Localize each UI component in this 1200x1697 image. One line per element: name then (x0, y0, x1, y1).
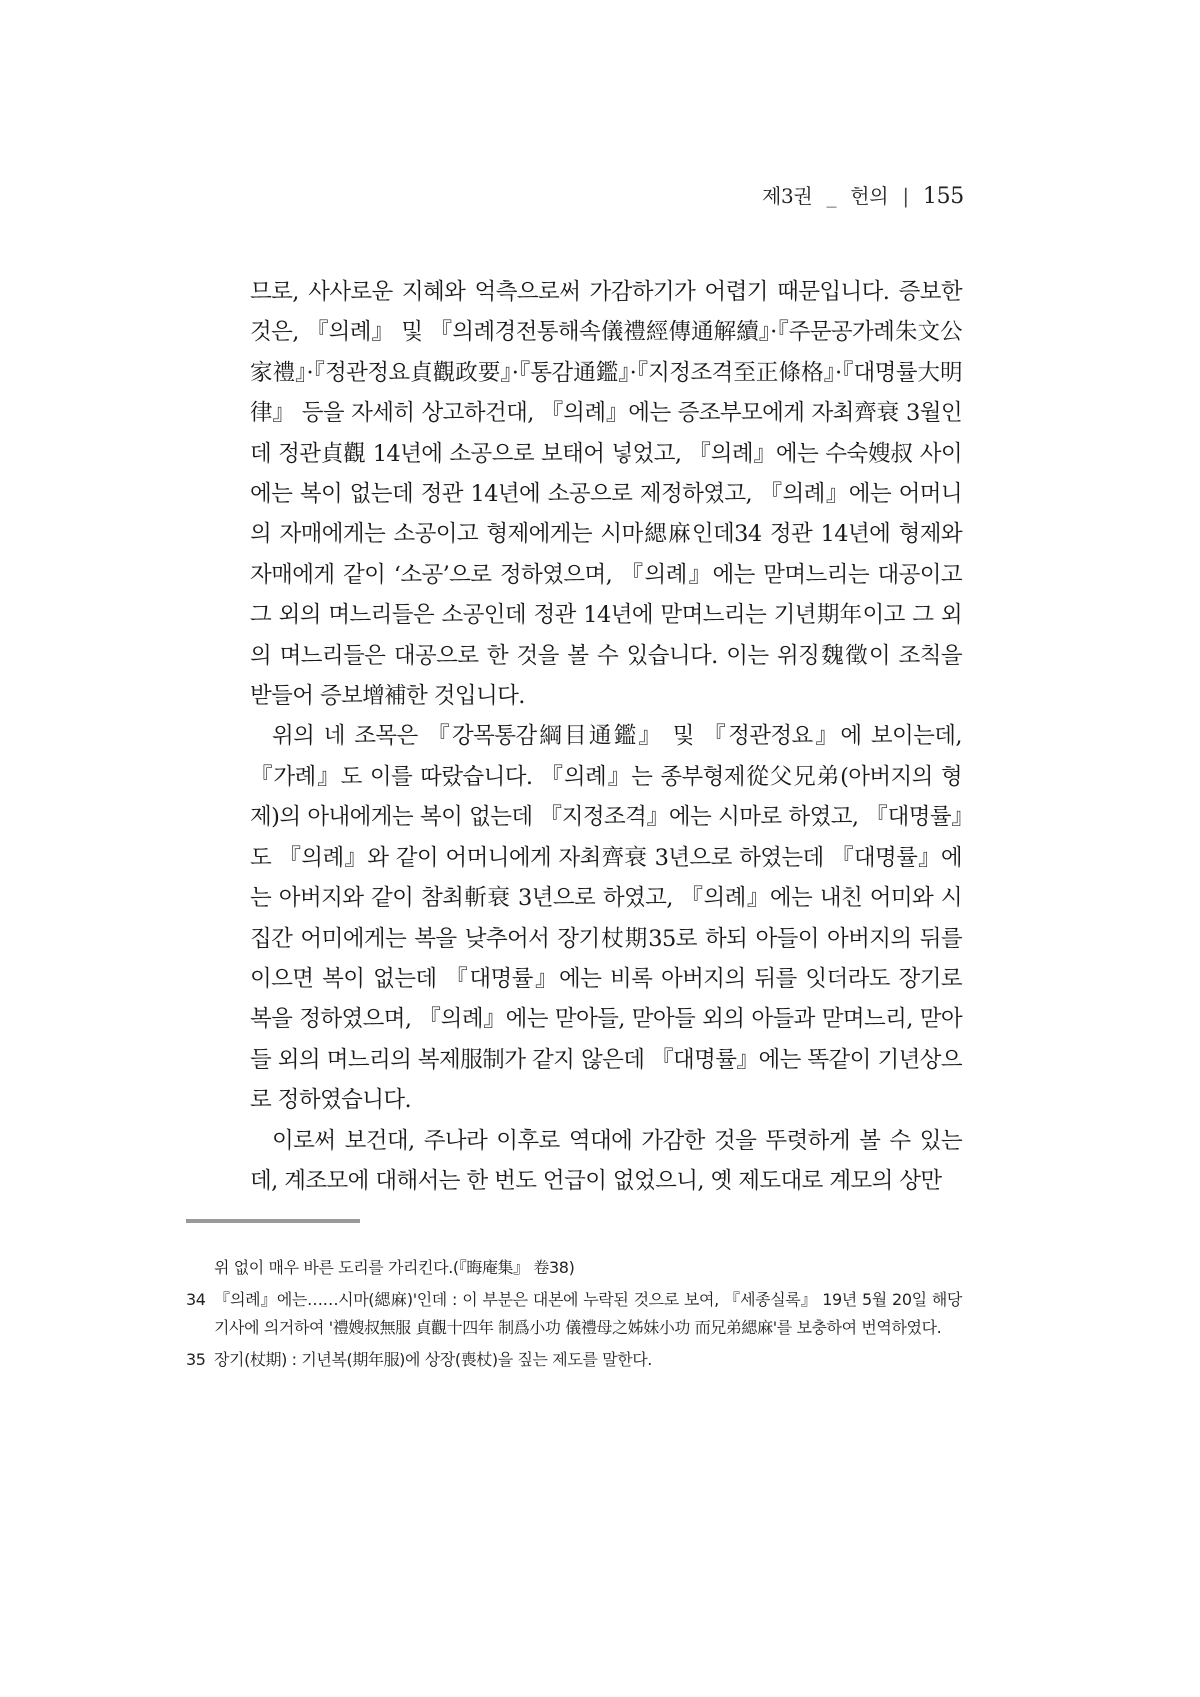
footnote-34 (186, 1286, 962, 1342)
footnote-text: 장기(杖期) : 기년복(期年服)에 상장(喪杖)을 짚는 제도를 말한다. (214, 1350, 652, 1369)
footnote-text: 『의례』에는……시마(緦麻)'인데 : 이 부분은 대본에 누락된 것으로 보여, 『세종실록』 19년 5월 20일 해당 기사에 의거하여 '禮嫂叔無服 貞觀十四年 制爲小功 儀禮母之姊妹小功 而兄弟緦麻'를 보충하여 번역하였다. (214, 1290, 962, 1337)
body-text (250, 272, 962, 1201)
footnote-35 (186, 1346, 962, 1374)
header-separator: _ (826, 184, 837, 208)
paragraph-3: 이로써 보건대, 주나라 이후로 역대에 가감한 것을 뚜렷하게 볼 수 있는데, 계조모에 대해서는 한 번도 언급이 없었으니, 옛 제도대로 계모의 상만 (250, 1127, 962, 1194)
footnote-divider (186, 1219, 360, 1223)
section-label: 헌의 (850, 184, 889, 208)
footnote-continuation: 위 없이 매우 바른 도리를 가리킨다.(『晦庵集』 卷38) (214, 1258, 575, 1277)
paragraph-1: 므로, 사사로운 지혜와 억측으로써 가감하기가 어렵기 때문입니다. 증보한 것은, 『의례』 및 『의례경전통해속儀禮經傳通解續』·『주문공가례朱文公家禮』·『정관정요貞觀政要』·『통감通鑑』·『지정조격至正條格』·『대명률大明律』 등을 자세히 상고하건대, 『의례』에는 증조부모에게 자최齊衰 3월인데 정관貞觀 14년에 소공으로 보태어 넣었고, 『의례』에는 수숙嫂叔 사이에는 복이 없는데 정관 14년에 소공으로 제정하였고, 『의례』에는 어머니의 자매에게는 소공이고 형제에게는 시마緦麻인데34 정관 14년에 형제와 자매에게 같이 ‘소공’으로 정하였으며, 『의례』에는 맏며느리는 대공이고 그 외의 며느리들은 소공인데 정관 14년에 맏며느리는 기년期年이고 그 외의 며느리들은 대공으로 한 것을 볼 수 있습니다. 이는 위징魏徵이 조칙을 받들어 증보增補한 것입니다. (250, 279, 962, 710)
header-divider: | (902, 184, 909, 208)
footnotes (186, 1254, 962, 1378)
footnote-number: 35 (186, 1350, 206, 1369)
volume-label: 제3권 (761, 184, 813, 208)
page-number: 155 (922, 184, 964, 209)
paragraph-2: 위의 네 조목은 『강목통감綱目通鑑』 및 『정관정요』에 보이는데, 『가례』도 이를 따랐습니다. 『의례』는 종부형제從父兄弟(아버지의 형제)의 아내에게는 복이 없는데 『지정조격』에는 시마로 하였고, 『대명률』도 『의례』와 같이 어머니에게 자최齊衰 3년으로 하였는데 『대명률』에는 아버지와 같이 참최斬衰 3년으로 하였고, 『의례』에는 내친 어미와 시집간 어미에게는 복을 낮추어서 장기杖期35로 하되 아들이 아버지의 뒤를 이으면 복이 없는데 『대명률』에는 비록 아버지의 뒤를 잇더라도 장기로 복을 정하였으며, 『의례』에는 맏아들, 맏아들 외의 아들과 맏며느리, 맏아들 외의 며느리의 복제服制가 같지 않은데 『대명률』에는 똑같이 기년상으로 정하였습니다. (250, 723, 962, 1114)
running-header (762, 182, 964, 211)
footnote-number: 34 (186, 1290, 206, 1309)
